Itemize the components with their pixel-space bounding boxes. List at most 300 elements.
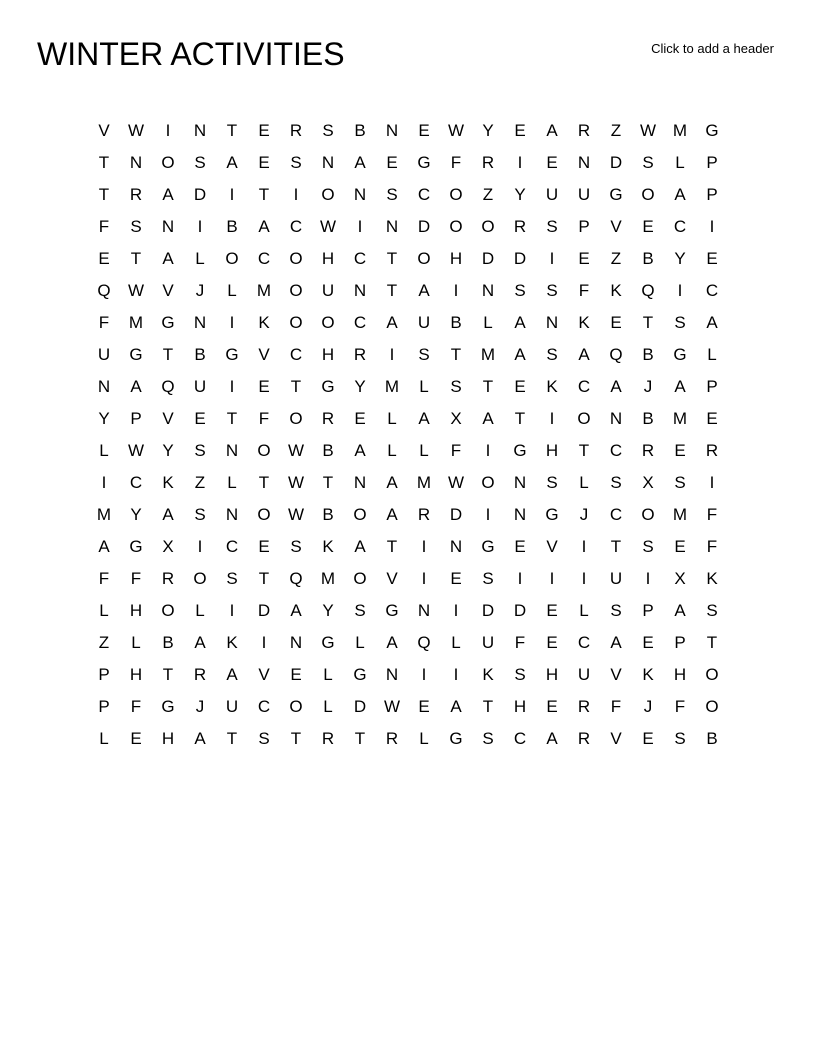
grid-letter: P — [642, 601, 654, 620]
grid-letter: Y — [98, 409, 110, 428]
grid-row — [88, 339, 728, 371]
grid-letter: S — [290, 537, 302, 556]
grid-letter: E — [354, 409, 366, 428]
grid-row — [88, 595, 728, 627]
grid-letter: W — [127, 121, 145, 140]
grid-letter: P — [706, 377, 718, 396]
grid-letter: S — [194, 153, 206, 172]
grid-letter: W — [639, 121, 657, 140]
grid-letter: O — [289, 281, 303, 300]
grid-letter: O — [449, 217, 463, 236]
grid-letter: C — [257, 249, 271, 268]
grid-letter: I — [293, 185, 299, 204]
grid-letter: R — [481, 153, 495, 172]
grid-letter: W — [287, 441, 305, 460]
grid-letter: H — [129, 665, 143, 684]
grid-row — [88, 691, 728, 723]
grid-letter: R — [129, 185, 143, 204]
grid-letter: V — [546, 537, 558, 556]
grid-letter: S — [482, 729, 494, 748]
grid-letter: B — [322, 441, 334, 460]
grid-letter: Y — [130, 505, 142, 524]
grid-letter: G — [417, 153, 431, 172]
grid-letter: T — [386, 537, 398, 556]
grid-letter: I — [229, 601, 235, 620]
grid-letter: E — [578, 249, 590, 268]
grid-letter: A — [546, 729, 558, 748]
grid-letter: N — [449, 537, 463, 556]
grid-letter: F — [98, 217, 110, 236]
grid-letter: T — [386, 249, 398, 268]
grid-letter: S — [610, 601, 622, 620]
grid-letter: T — [354, 729, 366, 748]
grid-letter: N — [193, 313, 207, 332]
grid-letter: N — [129, 153, 143, 172]
grid-letter: G — [705, 121, 719, 140]
grid-letter: L — [387, 441, 397, 460]
word-search-grid — [88, 115, 728, 755]
grid-letter: T — [450, 345, 462, 364]
grid-letter: U — [577, 665, 591, 684]
grid-letter: A — [546, 121, 558, 140]
grid-letter: I — [517, 569, 523, 588]
grid-letter: S — [450, 377, 462, 396]
grid-letter: C — [353, 313, 367, 332]
grid-letter: R — [321, 409, 335, 428]
grid-letter: X — [674, 569, 686, 588]
grid-letter: R — [161, 569, 175, 588]
grid-letter: I — [101, 473, 107, 492]
grid-letter: V — [258, 665, 270, 684]
grid-letter: I — [549, 569, 555, 588]
grid-letter: L — [419, 441, 429, 460]
grid-letter: A — [354, 537, 366, 556]
grid-letter: K — [578, 313, 590, 332]
grid-letter: O — [481, 217, 495, 236]
grid-letter: E — [258, 537, 270, 556]
grid-letter: T — [290, 377, 302, 396]
grid-letter: T — [226, 729, 238, 748]
grid-letter: N — [545, 313, 559, 332]
grid-letter: L — [387, 409, 397, 428]
grid-row — [88, 499, 728, 531]
grid-row — [88, 723, 728, 755]
grid-letter: S — [610, 473, 622, 492]
grid-row — [88, 371, 728, 403]
grid-letter: U — [97, 345, 111, 364]
grid-letter: I — [229, 313, 235, 332]
grid-letter: T — [322, 473, 334, 492]
grid-letter: I — [197, 217, 203, 236]
grid-letter: T — [642, 313, 654, 332]
grid-letter: B — [642, 345, 654, 364]
grid-letter: L — [675, 153, 685, 172]
grid-letter: I — [357, 217, 363, 236]
grid-letter: M — [672, 121, 688, 140]
grid-letter: N — [417, 601, 431, 620]
grid-letter: O — [289, 697, 303, 716]
grid-letter: A — [482, 409, 494, 428]
grid-letter: O — [225, 249, 239, 268]
grid-letter: S — [546, 345, 558, 364]
grid-letter: G — [129, 345, 143, 364]
grid-letter: G — [225, 345, 239, 364]
grid-letter: E — [130, 729, 142, 748]
grid-letter: D — [193, 185, 207, 204]
grid-letter: A — [226, 153, 238, 172]
grid-letter: O — [289, 409, 303, 428]
grid-letter: L — [579, 601, 589, 620]
grid-letter: S — [386, 185, 398, 204]
grid-letter: M — [384, 377, 400, 396]
grid-letter: Q — [641, 281, 655, 300]
grid-letter: T — [514, 409, 526, 428]
grid-letter: E — [194, 409, 206, 428]
page-title: WINTER ACTIVITIES — [37, 36, 345, 72]
grid-letter: G — [673, 345, 687, 364]
grid-letter: E — [514, 537, 526, 556]
grid-letter: G — [609, 185, 623, 204]
grid-letter: G — [513, 441, 527, 460]
grid-letter: S — [514, 281, 526, 300]
grid-letter: T — [162, 665, 174, 684]
grid-letter: S — [546, 281, 558, 300]
grid-letter: F — [98, 313, 110, 332]
grid-letter: F — [130, 697, 142, 716]
grid-letter: O — [449, 185, 463, 204]
grid-letter: H — [161, 729, 175, 748]
grid-row — [88, 403, 728, 435]
grid-letter: W — [127, 441, 145, 460]
grid-letter: I — [549, 409, 555, 428]
grid-letter: Z — [482, 185, 494, 204]
grid-letter: N — [513, 505, 527, 524]
grid-letter: T — [98, 185, 110, 204]
grid-letter: C — [673, 217, 687, 236]
grid-letter: I — [709, 473, 715, 492]
grid-letter: B — [706, 729, 718, 748]
grid-letter: T — [258, 569, 270, 588]
grid-letter: H — [449, 249, 463, 268]
grid-letter: L — [195, 249, 205, 268]
grid-letter: I — [581, 537, 587, 556]
grid-letter: N — [225, 505, 239, 524]
grid-letter: G — [161, 697, 175, 716]
grid-letter: N — [161, 217, 175, 236]
grid-row — [88, 563, 728, 595]
grid-letter: O — [705, 665, 719, 684]
grid-letter: L — [419, 377, 429, 396]
grid-letter: T — [290, 729, 302, 748]
grid-letter: X — [162, 537, 174, 556]
grid-letter: E — [258, 377, 270, 396]
grid-letter: M — [672, 505, 688, 524]
grid-letter: E — [290, 665, 302, 684]
grid-row — [88, 627, 728, 659]
grid-letter: E — [386, 153, 398, 172]
grid-letter: S — [482, 569, 494, 588]
grid-letter: E — [546, 601, 558, 620]
grid-letter: N — [353, 473, 367, 492]
grid-letter: T — [706, 633, 718, 652]
grid-letter: S — [322, 121, 334, 140]
grid-letter: E — [642, 633, 654, 652]
grid-letter: L — [195, 601, 205, 620]
grid-letter: Y — [162, 441, 174, 460]
grid-letter: Q — [97, 281, 111, 300]
grid-letter: D — [257, 601, 271, 620]
grid-letter: Z — [610, 121, 622, 140]
grid-letter: O — [321, 185, 335, 204]
grid-letter: C — [577, 633, 591, 652]
grid-letter: T — [386, 281, 398, 300]
grid-letter: N — [609, 409, 623, 428]
grid-letter: T — [130, 249, 142, 268]
grid-letter: S — [194, 505, 206, 524]
grid-letter: O — [289, 313, 303, 332]
grid-letter: R — [705, 441, 719, 460]
grid-letter: R — [577, 729, 591, 748]
grid-letter: O — [257, 505, 271, 524]
grid-letter: O — [193, 569, 207, 588]
grid-letter: R — [513, 217, 527, 236]
grid-letter: B — [642, 409, 654, 428]
grid-letter: R — [193, 665, 207, 684]
grid-letter: C — [609, 505, 623, 524]
grid-row — [88, 531, 728, 563]
grid-letter: P — [706, 153, 718, 172]
grid-letter: M — [256, 281, 272, 300]
grid-letter: S — [642, 153, 654, 172]
grid-letter: K — [706, 569, 718, 588]
grid-letter: G — [545, 505, 559, 524]
grid-letter: K — [226, 633, 238, 652]
grid-letter: A — [386, 633, 398, 652]
grid-letter: C — [257, 697, 271, 716]
grid-letter: I — [485, 505, 491, 524]
grid-letter: E — [258, 121, 270, 140]
grid-letter: H — [545, 665, 559, 684]
grid-letter: K — [546, 377, 558, 396]
grid-letter: A — [386, 473, 398, 492]
grid-letter: U — [417, 313, 431, 332]
grid-letter: I — [485, 441, 491, 460]
grid-letter: Y — [322, 601, 334, 620]
grid-letter: E — [546, 633, 558, 652]
grid-letter: E — [418, 121, 430, 140]
grid-letter: H — [129, 601, 143, 620]
grid-letter: H — [321, 249, 335, 268]
grid-letter: T — [258, 185, 270, 204]
grid-letter: U — [577, 185, 591, 204]
grid-letter: O — [577, 409, 591, 428]
grid-letter: D — [481, 601, 495, 620]
grid-letter: M — [672, 409, 688, 428]
grid-letter: T — [226, 121, 238, 140]
grid-letter: I — [421, 569, 427, 588]
grid-letter: F — [130, 569, 142, 588]
grid-letter: E — [98, 249, 110, 268]
grid-letter: T — [258, 473, 270, 492]
grid-letter: I — [229, 185, 235, 204]
grid-letter: C — [289, 217, 303, 236]
grid-letter: H — [545, 441, 559, 460]
grid-letter: L — [99, 601, 109, 620]
grid-letter: F — [610, 697, 622, 716]
grid-letter: F — [674, 697, 686, 716]
grid-letter: T — [482, 377, 494, 396]
grid-letter: S — [706, 601, 718, 620]
grid-letter: E — [450, 569, 462, 588]
grid-letter: L — [323, 697, 333, 716]
grid-letter: B — [322, 505, 334, 524]
grid-letter: I — [453, 665, 459, 684]
grid-letter: E — [514, 377, 526, 396]
grid-letter: P — [98, 665, 110, 684]
grid-letter: P — [130, 409, 142, 428]
grid-letter: Y — [482, 121, 494, 140]
grid-letter: M — [96, 505, 112, 524]
grid-row — [88, 243, 728, 275]
grid-letter: E — [642, 729, 654, 748]
grid-letter: K — [482, 665, 494, 684]
grid-letter: T — [98, 153, 110, 172]
grid-letter: E — [674, 441, 686, 460]
grid-letter: G — [321, 633, 335, 652]
grid-letter: L — [99, 441, 109, 460]
grid-letter: M — [480, 345, 496, 364]
grid-letter: L — [227, 281, 237, 300]
grid-letter: S — [354, 601, 366, 620]
grid-letter: U — [609, 569, 623, 588]
grid-letter: F — [706, 505, 718, 524]
grid-letter: E — [546, 697, 558, 716]
grid-letter: S — [674, 729, 686, 748]
grid-letter: A — [290, 601, 302, 620]
grid-letter: B — [354, 121, 366, 140]
grid-letter: T — [578, 441, 590, 460]
grid-letter: E — [642, 217, 654, 236]
grid-letter: I — [421, 665, 427, 684]
grid-letter: A — [514, 345, 526, 364]
grid-letter: O — [481, 473, 495, 492]
grid-letter: O — [257, 441, 271, 460]
grid-letter: L — [707, 345, 717, 364]
grid-row — [88, 211, 728, 243]
grid-letter: Q — [417, 633, 431, 652]
grid-letter: J — [195, 281, 205, 300]
grid-letter: A — [162, 185, 174, 204]
grid-letter: R — [577, 697, 591, 716]
grid-letter: A — [354, 153, 366, 172]
grid-letter: N — [577, 153, 591, 172]
grid-letter: A — [130, 377, 142, 396]
grid-letter: N — [353, 281, 367, 300]
grid-letter: V — [610, 729, 622, 748]
grid-letter: C — [609, 441, 623, 460]
grid-letter: A — [674, 601, 686, 620]
grid-letter: O — [417, 249, 431, 268]
grid-letter: U — [321, 281, 335, 300]
grid-letter: A — [162, 505, 174, 524]
grid-letter: E — [546, 153, 558, 172]
grid-letter: A — [674, 185, 686, 204]
grid-letter: L — [451, 633, 461, 652]
grid-letter: N — [353, 185, 367, 204]
grid-letter: I — [165, 121, 171, 140]
grid-letter: B — [194, 345, 206, 364]
grid-letter: W — [383, 697, 401, 716]
grid-letter: V — [610, 665, 622, 684]
grid-letter: D — [417, 217, 431, 236]
grid-letter: M — [320, 569, 336, 588]
grid-letter: N — [321, 153, 335, 172]
grid-letter: A — [98, 537, 110, 556]
grid-letter: S — [546, 473, 558, 492]
grid-letter: A — [578, 345, 590, 364]
grid-letter: P — [578, 217, 590, 236]
grid-letter: I — [517, 153, 523, 172]
grid-letter: E — [418, 697, 430, 716]
grid-letter: O — [161, 601, 175, 620]
grid-letter: E — [258, 153, 270, 172]
grid-letter: Z — [98, 633, 110, 652]
grid-letter: K — [642, 665, 654, 684]
grid-letter: P — [674, 633, 686, 652]
grid-letter: V — [162, 281, 174, 300]
grid-letter: G — [385, 601, 399, 620]
grid-letter: K — [258, 313, 270, 332]
grid-row — [88, 307, 728, 339]
grid-letter: I — [581, 569, 587, 588]
grid-letter: O — [321, 313, 335, 332]
grid-letter: C — [129, 473, 143, 492]
grid-row — [88, 147, 728, 179]
grid-letter: J — [643, 377, 653, 396]
grid-row — [88, 659, 728, 691]
grid-letter: P — [98, 697, 110, 716]
grid-letter: N — [385, 665, 399, 684]
grid-letter: L — [483, 313, 493, 332]
grid-letter: Q — [161, 377, 175, 396]
grid-letter: B — [642, 249, 654, 268]
grid-letter: H — [513, 697, 527, 716]
grid-letter: S — [642, 537, 654, 556]
grid-letter: N — [225, 441, 239, 460]
grid-letter: W — [447, 121, 465, 140]
grid-letter: C — [225, 537, 239, 556]
header-placeholder[interactable]: Click to add a header — [651, 41, 774, 56]
grid-letter: O — [289, 249, 303, 268]
grid-letter: Y — [514, 185, 526, 204]
grid-letter: I — [229, 377, 235, 396]
grid-letter: A — [258, 217, 270, 236]
grid-letter: T — [162, 345, 174, 364]
grid-letter: V — [162, 409, 174, 428]
grid-letter: R — [641, 441, 655, 460]
grid-letter: L — [131, 633, 141, 652]
grid-letter: S — [226, 569, 238, 588]
grid-letter: G — [129, 537, 143, 556]
grid-letter: T — [226, 409, 238, 428]
grid-letter: A — [514, 313, 526, 332]
grid-letter: R — [289, 121, 303, 140]
grid-letter: Z — [610, 249, 622, 268]
grid-letter: R — [577, 121, 591, 140]
grid-letter: D — [609, 153, 623, 172]
grid-row — [88, 435, 728, 467]
grid-letter: F — [450, 153, 462, 172]
